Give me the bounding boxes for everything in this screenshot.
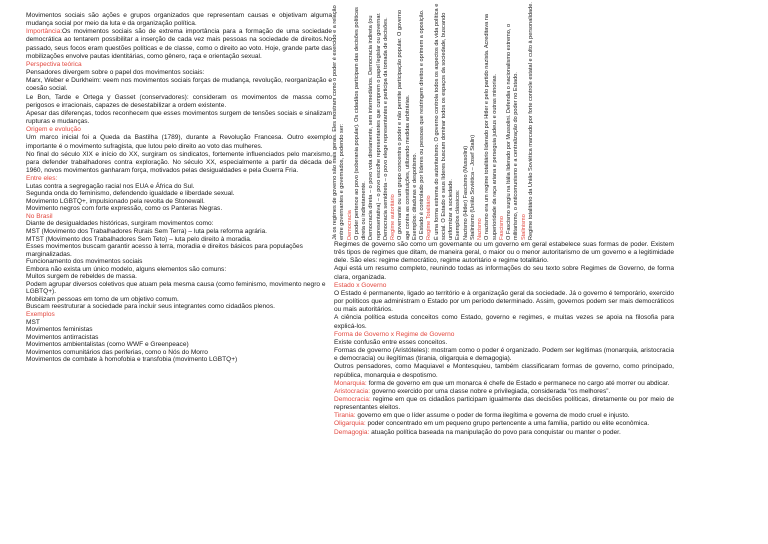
perspectiva-paragraph-2: Marx, Weber e Durkheim: veem nos movimentos sociais forças de mudança, revolução, reorganização e coesão social. [26,77,332,93]
tirania-def [334,412,674,420]
perspectiva-paragraph-4: Apesar das diferenças, todos reconhecem que esses movimentos surgem de tensões sociais e sinalizam rupturas e mudanças. [26,109,332,126]
brasil-item: MST (Movimento dos Trabalhadores Rurais Sem Terra) – luta pela reforma agrária. [26,227,268,235]
brasil-item: Buscam reestruturar a sociedade para incluir seus integrantes como cidadãos plenos. [26,303,275,311]
entre-heading: Entre eles: [26,175,58,183]
estado-heading: Estado x Governo [334,281,387,289]
brasil-heading: No Brasil [26,212,53,220]
rotated-line: Regime totalitário da União Soviética marcado por forte controle estatal e culto à personalidade. [527,2,534,240]
aristocracia-text: governo exercido por uma classe nobre e privilegiada, considerada “os melhores”. [370,387,611,395]
perspectiva-heading: Perspectiva teórica [26,60,82,68]
exemplo-item: Movimentos comunitários das periferias, como o Nós do Morro [26,348,208,356]
exemplos-heading: Exemplos [26,310,55,318]
monarquia-text: forma de governo em que um monarca é chefe de Estado e permanece no cargo até morrer ou abdicar. [366,379,670,387]
rotated-line: O governante ou um grupo concentra o poder e não permite participação popular. O governo age contra as constituições, utilizando medidas arbitrárias. [397,9,411,240]
importancia-label: Importância: [26,28,63,36]
oligarquia-label: Oligarquia: [334,420,366,428]
intro-paragraph: Movimentos sociais são ações e grupos organizados que representam causas e objetivam alguma mudança social por meio da luta e da organização política. [26,12,332,28]
estado-paragraph-2: A ciência política estuda conceitos como Estado, governo e regimes, e muitas vezes se apoia na filosofia para explicá-los. [334,314,674,330]
democracia-text: regime em que os cidadãos participam igualmente das decisões políticas, diretamente ou por meio de representantes eleitos. [334,395,674,412]
brasil-item: Embora não exista um único modelo, alguns elementos são comuns: [26,265,227,273]
tirania-text: governo em que o líder assume o poder de forma ilegítima e governa de modo cruel e injusto. [355,412,630,420]
entre-item: Movimento negros com forte expressão, como os Panteras Negras. [26,205,223,213]
forma-paragraph-3: Outros pensadores, como Maquiavel e Montesquieu, também classificaram formas de governo, como principado, república, monarquia e despotismo. [334,363,674,379]
brasil-item: MTST (Movimento dos Trabalhadores Sem Teto) – luta pelo direito à moradia. [26,235,252,243]
rotated-heading: Democracia [346,210,353,240]
exemplo-item: Movimentos ambientalistas (como WWF e Greenpeace) [26,341,189,349]
rotated-line: É uma forma extrema do autoritarismo. O governo controla todos os aspectos da vida política e social. O Estado e seus líderes buscam dominar todos os espaços da sociedade, buscando uniformizar a sociedade. [433,3,454,240]
monarquia-def [334,380,674,388]
oligarquia-text: poder concentrado em um pequeno grupo pertencente a uma família, partido ou elite econômica. [365,420,650,428]
democracia-label: Democracia: [334,395,371,403]
rotated-line: Democracia direta – o povo vota diretamente, sem intermediários. Democracia indireta (ou representativa) – o povo escolhe representantes que cumprem o papel legislar ou governar. [368,12,382,240]
entre-item: Lutas contra a segregação racial nos EUA e África do Sul. [26,182,195,190]
rotated-heading: Nazismo [477,218,483,240]
brasil-item: Esses movimentos buscam garantir acesso à terra, moradia e direitos básicos para populações marginalizadas. [26,243,303,258]
rotated-line: O Fascismo surgiu na Itália liderado por Mussolini. Defendia o nacionalismo extremo, o militarismo, o anticomunismo e a centralização do poder no Estado. [506,23,520,240]
brasil-item: Muitos surgem de rebeldes de massa. [26,273,137,281]
rotated-line: O nazismo era um regime totalitário liderado por Hitler e pelo partido nazista. Acreditava na superioridade da raça ariana e perseguia judeus e outras minorias. [484,13,498,240]
origem-paragraph-1: Um marco inicial foi a Queda da Bastilha (1789), durante a Revolução Francesa. Outro exemplo importante é o movimento sufragista, que lutou pelo direito ao voto das mulheres. [26,134,332,150]
perspectiva-paragraph-3: Le Bon, Tarde e Ortega y Gasset (conservadores): consideram os movimentos de massa como perigosos e irracionais, capazes de desestabilizar a ordem existente. [26,93,332,109]
exemplo-item: Movimentos antirracistas [26,333,99,341]
entre-item: Movimento LGBTQ+, impulsionado pela revolta de Stonewall. [26,197,205,205]
rotated-text-block [332,2,672,240]
brasil-item: Funcionamento dos movimentos sociais [26,258,143,266]
aristocracia-def [334,388,674,396]
demagogia-text: atuação política baseada na manipulação do povo para conquistar ou manter o poder. [369,428,621,436]
demagogia-def [334,429,674,437]
importancia-paragraph [26,28,332,61]
rotated-line: Nazismo (Hitler) Fascismo (Mussolini) [462,145,469,240]
rotated-line: Exemplos: ditaduras e despotismo. [411,152,418,240]
rotated-heading: Fascismo [498,216,505,240]
rotated-line: O Estado é controlado por líderes ou pessoas que restringem direitos e oprimem a oposição. [419,9,425,240]
rotated-line: O poder pertence ao povo (soberania popular). Os cidadãos participam das decisões políticas direta ou indiretamente. [353,7,367,240]
origem-paragraph-2: No final do século XIX e início do XX, surgiram os sindicatos, fortemente influenciados pelo marxismo, para defender trabalhadores contra exploração. No século XX, especialmente a partir da década de 1960, novos movimentos ganharam força, motivados pelas desigualdades e pela Guerra Fria. [26,150,332,174]
rotated-heading: Stalinismo [520,214,527,240]
regimes-intro: Regimes de governo são como um governante ou um governo em geral estabelece suas formas de poder. Existem três tipos de regimes que ditam, de maneira geral, o maior ou o menor autoritarismo de um governo e a legitimidade dele. São eles: regime democrático, regime autoritário e regime totalitário. [334,241,674,265]
oligarquia-def [334,420,674,428]
exemplo-item: MST [26,318,40,326]
rotated-heading: Regime Totalitário [426,195,433,240]
right-column [334,241,674,437]
forma-paragraph-1: Existe confusão entre esses conceitos. [334,338,448,346]
forma-paragraph-2: Formas de governo (Aristóteles): mostram como o poder é organizado. Podem ser legítimas (monarquia, aristocracia e democracia) ou ilegítimas (tirania, oligarquia e demagogia). [334,347,674,363]
brasil-item: Podem agrupar diversos coletivos que atuam pela mesma causa (como feminismo, movimento negro e LGBTQ+). [26,280,326,296]
rotated-line: Já os regimes de governo são mais gerais. Eles mostram como o poder é exercido e a relação entre governantes e governados, podendo ser: [332,5,346,240]
importancia-text: Os movimentos sociais são de extrema importância para a formação de uma sociedade democrática ao tentarem possibilitar a inserção de cada vez mais pessoas na sociedade de direitos.No passado, seus focos eram questões políticas e de classe, como o direito ao voto. Hoje, grande parte das mobilizações envolve pautas identitárias, como gênero, raça e orientação sexual. [26,28,332,60]
exemplo-item: Movimentos de combate à homofobia e transfobia (movimento LGBTQ+) [26,356,238,364]
brasil-item: Diante de desigualdades históricas, surgiram movimentos como: [26,220,214,228]
entre-item: Segunda onda do feminismo, defendendo igualdade e liberdade sexual. [26,190,235,198]
rotated-text-content [332,2,672,240]
resumo-paragraph: Aqui está um resumo completo, reunindo todas as informações do seu texto sobre Regimes de Governo, de forma clara, organizada. [334,265,674,281]
tirania-label: Tirania: [334,412,356,420]
aristocracia-label: Aristocracia: [334,387,371,395]
forma-heading: Forma de Governo x Regime de Governo [334,330,455,338]
rotated-line: Democracia semidireta – o povo elege representantes e participa da tomada de decisões. [382,17,389,240]
rotated-heading: Regime autoritário [390,194,396,240]
monarquia-label: Monarquia: [334,379,367,387]
perspectiva-paragraph-1: Pensadores divergem sobre o papel dos movimentos sociais: [26,69,205,77]
democracia-def [334,396,674,412]
estado-paragraph-1: O Estado é permanente, ligado ao território e à organização geral da sociedade. Já o governo é temporário, exercido por políticos que administram o Estado por um período determinado. Assim, governos podem ser mais democráticos ou mais autoritários. [334,289,674,314]
origem-heading: Origem e evolução [26,126,81,134]
rotated-line: Exemplos clássicos: [455,189,462,240]
brasil-item: Mobilizam pessoas em torno de um objetivo comum. [26,295,179,303]
exemplo-item: Movimentos feministas [26,326,93,334]
left-column [26,12,332,364]
rotated-line: Stalinismo (União Soviética – Josef Stalin) [469,134,476,240]
demagogia-label: Demagogia: [334,428,370,436]
